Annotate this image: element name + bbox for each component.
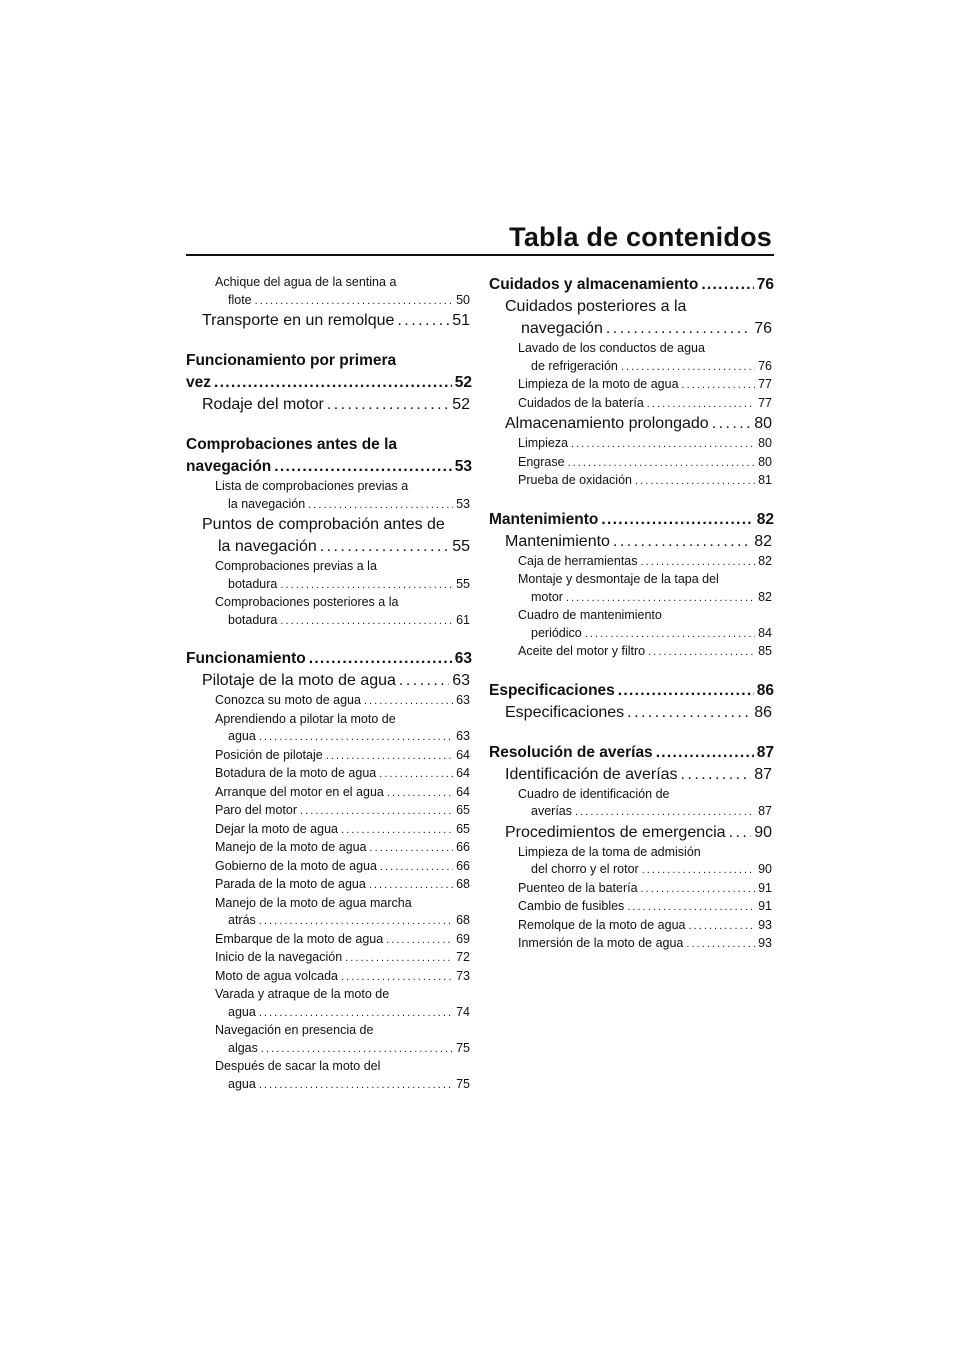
toc-page-number: 69 — [456, 931, 470, 946]
toc-page-number: 55 — [456, 576, 470, 591]
toc-page-number: 51 — [452, 312, 470, 329]
toc-page-number: 82 — [756, 510, 774, 528]
toc-subsection-entry[interactable] — [489, 340, 774, 376]
toc-entry-title: Conozca su moto de agua — [215, 693, 361, 707]
toc-entry-title: Prueba de oxidación — [518, 473, 632, 487]
toc-entry-title: Cambio de fusibles — [518, 899, 625, 913]
toc-section-entry[interactable] — [489, 822, 774, 844]
dot-leader — [326, 747, 453, 766]
dot-leader — [274, 456, 451, 478]
dot-leader — [341, 821, 453, 840]
toc-page-number: 66 — [456, 858, 470, 873]
dot-leader — [369, 876, 453, 895]
toc-entry-title: Almacenamiento prolongado — [505, 415, 709, 432]
toc-page-number: 90 — [758, 862, 772, 876]
toc-page-number: 87 — [756, 743, 774, 761]
toc-subsection-entry[interactable] — [186, 986, 472, 1022]
dot-leader — [261, 1040, 453, 1059]
toc-entry-title: Comprobaciones antes de la — [186, 436, 398, 453]
toc-entry-title: Parada de la moto de agua — [215, 877, 366, 891]
toc-entry-title: Achique del agua de la sentina a — [215, 275, 397, 289]
toc-entry-title: Después de sacar la moto del — [215, 1059, 381, 1073]
dot-leader — [688, 917, 755, 936]
toc-subsection-entry[interactable] — [186, 594, 472, 630]
toc-entry-title: botadura — [228, 576, 278, 591]
toc-entry-title: periódico — [531, 625, 582, 640]
dot-leader — [641, 553, 756, 572]
toc-entry-title: agua — [228, 729, 256, 743]
toc-entry-title: algas — [228, 1040, 258, 1055]
dot-leader — [364, 692, 453, 711]
toc-subsection-entry[interactable] — [489, 435, 774, 454]
toc-page-number: 53 — [454, 458, 472, 475]
dot-leader — [370, 839, 454, 858]
toc-entry-title: Puenteo de la batería — [518, 880, 638, 895]
toc-page-number: 55 — [452, 538, 470, 555]
toc-entry-title: Embarque de la moto de agua — [215, 931, 384, 946]
toc-entry-title: Posición de pilotaje — [215, 747, 323, 762]
toc-section-entry[interactable] — [489, 413, 774, 435]
toc-subsection-entry[interactable] — [186, 876, 472, 895]
toc-entry-title: Limpieza de la moto de agua — [518, 377, 679, 391]
toc-subsection-entry[interactable] — [489, 376, 774, 395]
dot-leader — [642, 861, 755, 880]
toc-subsection-entry[interactable] — [489, 898, 774, 917]
toc-entry-title: Pilotaje de la moto de agua — [202, 672, 396, 689]
toc-page-number: 72 — [456, 950, 470, 964]
toc-entry-title: Cuidados posteriores a la — [505, 298, 687, 315]
toc-left-column — [186, 274, 472, 1094]
toc-entry-title: Transporte en un remolque — [202, 312, 395, 329]
toc-subsection-entry[interactable] — [489, 880, 774, 899]
toc-subsection-entry[interactable] — [186, 858, 472, 877]
toc-entry-title: Cuadro de mantenimiento — [518, 608, 662, 622]
toc-page-number: 80 — [754, 415, 772, 432]
toc-page-number: 87 — [758, 804, 772, 818]
toc-section-entry[interactable] — [186, 514, 472, 558]
toc-entry-title: Caja de herramientas — [518, 553, 638, 568]
toc-subsection-entry[interactable] — [489, 472, 774, 491]
toc-entry-title: la navegación — [228, 496, 306, 511]
dot-leader — [648, 643, 755, 662]
dot-leader — [320, 536, 449, 558]
dot-leader — [656, 742, 754, 764]
toc-entry-title: Especificaciones — [505, 703, 625, 721]
toc-subsection-entry[interactable] — [489, 917, 774, 936]
toc-page-number: 91 — [758, 880, 772, 895]
dot-leader — [566, 589, 755, 608]
dot-leader — [309, 648, 452, 670]
toc-chapter-entry[interactable] — [489, 742, 774, 764]
toc-entry-title: Resolución de averías — [489, 743, 653, 761]
dot-leader — [601, 509, 753, 531]
toc-subsection-entry[interactable] — [489, 607, 774, 643]
toc-entry-title: Gobierno de la moto de agua — [215, 858, 377, 873]
toc-entry-title: Dejar la moto de agua — [215, 821, 338, 836]
toc-chapter-entry[interactable] — [186, 648, 472, 670]
toc-page-number: 86 — [756, 681, 774, 699]
dot-leader — [280, 612, 453, 631]
toc-entry-title: Lavado de los conductos de agua — [518, 341, 705, 355]
dot-leader — [575, 803, 755, 822]
toc-entry-title: Moto de agua volcada — [215, 968, 339, 983]
toc-page-number: 61 — [456, 612, 470, 627]
toc-page-number: 77 — [758, 395, 772, 410]
toc-entry-title: Inmersión de la moto de agua — [518, 936, 684, 950]
toc-page-number: 82 — [754, 532, 772, 550]
toc-entry-title: Cuidados y almacenamiento — [489, 276, 699, 293]
toc-page-number: 63 — [452, 672, 470, 689]
toc-entry-title: la navegación — [218, 538, 317, 555]
toc-page-number: 93 — [758, 917, 772, 932]
title-divider — [186, 254, 774, 256]
toc-page-number: 90 — [754, 823, 772, 841]
toc-page-number: 80 — [758, 454, 772, 469]
dot-leader — [701, 274, 753, 296]
dot-leader — [255, 292, 453, 311]
toc-entry-title: Puntos de comprobación antes de — [202, 516, 445, 533]
dot-leader — [682, 376, 756, 395]
toc-page-number: 52 — [454, 374, 472, 391]
dot-leader — [214, 372, 452, 394]
toc-page-number: 68 — [456, 913, 470, 927]
toc-subsection-entry[interactable] — [186, 1058, 472, 1094]
dot-leader — [259, 912, 453, 931]
toc-page-number: 84 — [758, 625, 772, 640]
dot-leader — [308, 496, 453, 515]
toc-section-entry[interactable] — [489, 296, 774, 340]
dot-leader — [585, 625, 755, 644]
dot-leader — [259, 728, 453, 747]
toc-subsection-entry[interactable] — [186, 949, 472, 968]
toc-subsection-entry[interactable] — [489, 553, 774, 572]
toc-entry-title: Inicio de la navegación — [215, 950, 343, 964]
toc-entry-title: Mantenimiento — [505, 532, 610, 550]
toc-page-number: 64 — [456, 766, 470, 780]
toc-page-number: 65 — [456, 803, 470, 817]
page-title: Tabla de contenidos — [509, 222, 772, 252]
toc-chapter-entry[interactable] — [489, 509, 774, 531]
dot-leader — [681, 764, 752, 786]
toc-page-number: 73 — [456, 968, 470, 983]
toc-subsection-entry[interactable] — [186, 1022, 472, 1058]
toc-subsection-entry[interactable] — [186, 711, 472, 747]
toc-page-number: 63 — [456, 693, 470, 707]
toc-page-number: 65 — [456, 821, 470, 836]
dot-leader — [399, 670, 449, 692]
toc-section-entry[interactable] — [186, 310, 472, 332]
toc-entry-title: Procedimientos de emergencia — [505, 823, 726, 841]
toc-page-number: 75 — [456, 1040, 470, 1055]
toc-subsection-entry[interactable] — [186, 274, 472, 310]
toc-chapter-entry[interactable] — [489, 680, 774, 702]
toc-section-entry[interactable] — [489, 531, 774, 553]
toc-subsection-entry[interactable] — [186, 692, 472, 711]
toc-subsection-entry[interactable] — [489, 935, 774, 954]
toc-section-entry[interactable] — [489, 764, 774, 786]
toc-section-entry[interactable] — [186, 394, 472, 416]
toc-entry-title: Lista de comprobaciones previas a — [215, 479, 409, 493]
toc-entry-title: Paro del motor — [215, 803, 297, 817]
toc-page-number: 81 — [758, 473, 772, 487]
toc-subsection-entry[interactable] — [186, 802, 472, 821]
toc-right-column — [489, 274, 774, 954]
dot-leader — [729, 822, 752, 844]
toc-subsection-entry[interactable] — [489, 454, 774, 473]
dot-leader — [397, 310, 449, 332]
dot-leader — [386, 931, 453, 950]
toc-entry-title: Rodaje del motor — [202, 396, 324, 413]
toc-page-number: 93 — [758, 936, 772, 950]
toc-entry-title: Funcionamiento — [186, 650, 306, 667]
toc-subsection-entry[interactable] — [186, 558, 472, 594]
toc-subsection-entry[interactable] — [186, 478, 472, 514]
toc-page-number: 82 — [758, 589, 772, 604]
toc-entry-title: Identificación de averías — [505, 765, 678, 783]
toc-entry-title: averías — [531, 804, 572, 818]
dot-leader — [327, 394, 449, 416]
dot-leader — [568, 454, 756, 473]
toc-chapter-entry[interactable] — [489, 274, 774, 296]
toc-entry-title: Aceite del motor y filtro — [518, 644, 646, 658]
toc-page-number: 91 — [758, 899, 772, 913]
toc-entry-title: Navegación en presencia de — [215, 1023, 374, 1037]
toc-entry-title: Funcionamiento por primera — [186, 352, 397, 369]
toc-page-number: 53 — [456, 496, 470, 511]
toc-entry-title: Mantenimiento — [489, 510, 599, 528]
dot-leader — [635, 472, 755, 491]
toc-entry-title: Cuidados de la batería — [518, 395, 644, 410]
dot-leader — [571, 435, 755, 454]
toc-entry-title: Comprobaciones posteriores a la — [215, 595, 399, 609]
dot-leader — [259, 1076, 453, 1095]
toc-section-entry[interactable] — [489, 702, 774, 724]
toc-subsection-entry[interactable] — [489, 786, 774, 822]
dot-leader — [379, 765, 453, 784]
toc-subsection-entry[interactable] — [489, 844, 774, 880]
toc-page-number: 63 — [456, 729, 470, 743]
toc-entry-title: agua — [228, 1004, 256, 1019]
toc-subsection-entry[interactable] — [489, 643, 774, 662]
toc-subsection-entry[interactable] — [186, 821, 472, 840]
toc-entry-title: Manejo de la moto de agua marcha — [215, 895, 412, 910]
toc-entry-title: de refrigeración — [531, 358, 618, 373]
toc-page-number: 87 — [754, 765, 772, 783]
dot-leader — [345, 949, 453, 968]
toc-entry-title: botadura — [228, 612, 278, 627]
toc-entry-title: Botadura de la moto de agua — [215, 766, 377, 780]
dot-leader — [300, 802, 453, 821]
toc-page-number: 82 — [758, 553, 772, 568]
dot-leader — [686, 935, 755, 954]
dot-leader — [341, 968, 453, 987]
toc-page-number: 66 — [456, 840, 470, 854]
toc-page-number: 76 — [754, 320, 772, 337]
toc-page-number: 74 — [456, 1004, 470, 1019]
dot-leader — [606, 318, 751, 340]
toc-entry-title: Engrase — [518, 454, 565, 469]
toc-entry-title: Varada y atraque de la moto de — [215, 987, 390, 1001]
toc-entry-title: motor — [531, 589, 563, 604]
toc-entry-title: Limpieza — [518, 436, 569, 450]
toc-entry-title: Arranque del motor en el agua — [215, 784, 384, 799]
toc-entry-title: Especificaciones — [489, 681, 615, 699]
toc-entry-title: Remolque de la moto de agua — [518, 917, 686, 932]
toc-entry-title: vez — [186, 374, 211, 391]
dot-leader — [641, 880, 756, 899]
toc-page-number: 52 — [452, 396, 470, 413]
toc-subsection-entry[interactable] — [186, 895, 472, 931]
toc-entry-title: del chorro y el rotor — [531, 862, 639, 876]
dot-leader — [647, 395, 755, 414]
toc-section-entry[interactable] — [186, 670, 472, 692]
dot-leader — [712, 413, 752, 435]
toc-entry-title: Cuadro de identificación de — [518, 786, 670, 801]
dot-leader — [627, 898, 755, 917]
dot-leader — [280, 576, 453, 595]
toc-entry-title: Montaje y desmontaje de la tapa del — [518, 572, 719, 586]
dot-leader — [380, 858, 453, 877]
toc-subsection-entry[interactable] — [186, 931, 472, 950]
toc-page-number: 76 — [758, 358, 772, 373]
toc-entry-title: Manejo de la moto de agua — [215, 840, 367, 854]
toc-entry-title: Aprendiendo a pilotar la moto de — [215, 711, 396, 726]
toc-chapter-entry[interactable] — [186, 350, 472, 394]
toc-page-number: 77 — [758, 377, 772, 391]
toc-subsection-entry[interactable] — [186, 839, 472, 858]
toc-page-number: 86 — [754, 703, 772, 721]
toc-entry-title: flote — [228, 292, 252, 307]
toc-page-number: 80 — [758, 436, 772, 450]
toc-entry-title: Comprobaciones previas a la — [215, 559, 377, 573]
toc-page-number: 63 — [454, 650, 472, 667]
dot-leader — [387, 784, 453, 803]
toc-entry-title: navegación — [521, 320, 603, 337]
toc-page-number: 75 — [456, 1076, 470, 1091]
toc-page-number: 64 — [456, 747, 470, 762]
toc-page-number: 76 — [756, 276, 774, 293]
toc-page-number: 85 — [758, 644, 772, 658]
toc-subsection-entry[interactable] — [186, 765, 472, 784]
toc-subsection-entry[interactable] — [186, 747, 472, 766]
toc-subsection-entry[interactable] — [186, 784, 472, 803]
toc-subsection-entry[interactable] — [186, 968, 472, 987]
dot-leader — [621, 358, 755, 377]
toc-entry-title: atrás — [228, 913, 256, 927]
dot-leader — [618, 680, 754, 702]
dot-leader — [627, 702, 751, 724]
toc-page-number: 50 — [456, 292, 470, 307]
toc-page-number: 64 — [456, 784, 470, 799]
toc-subsection-entry[interactable] — [489, 395, 774, 414]
dot-leader — [613, 531, 751, 553]
toc-entry-title: navegación — [186, 458, 272, 475]
toc-entry-title: Limpieza de la toma de admisión — [518, 844, 701, 859]
dot-leader — [259, 1004, 453, 1023]
toc-entry-title: agua — [228, 1076, 256, 1091]
toc-chapter-entry[interactable] — [186, 434, 472, 478]
toc-subsection-entry[interactable] — [489, 571, 774, 607]
toc-page-number: 68 — [456, 877, 470, 891]
